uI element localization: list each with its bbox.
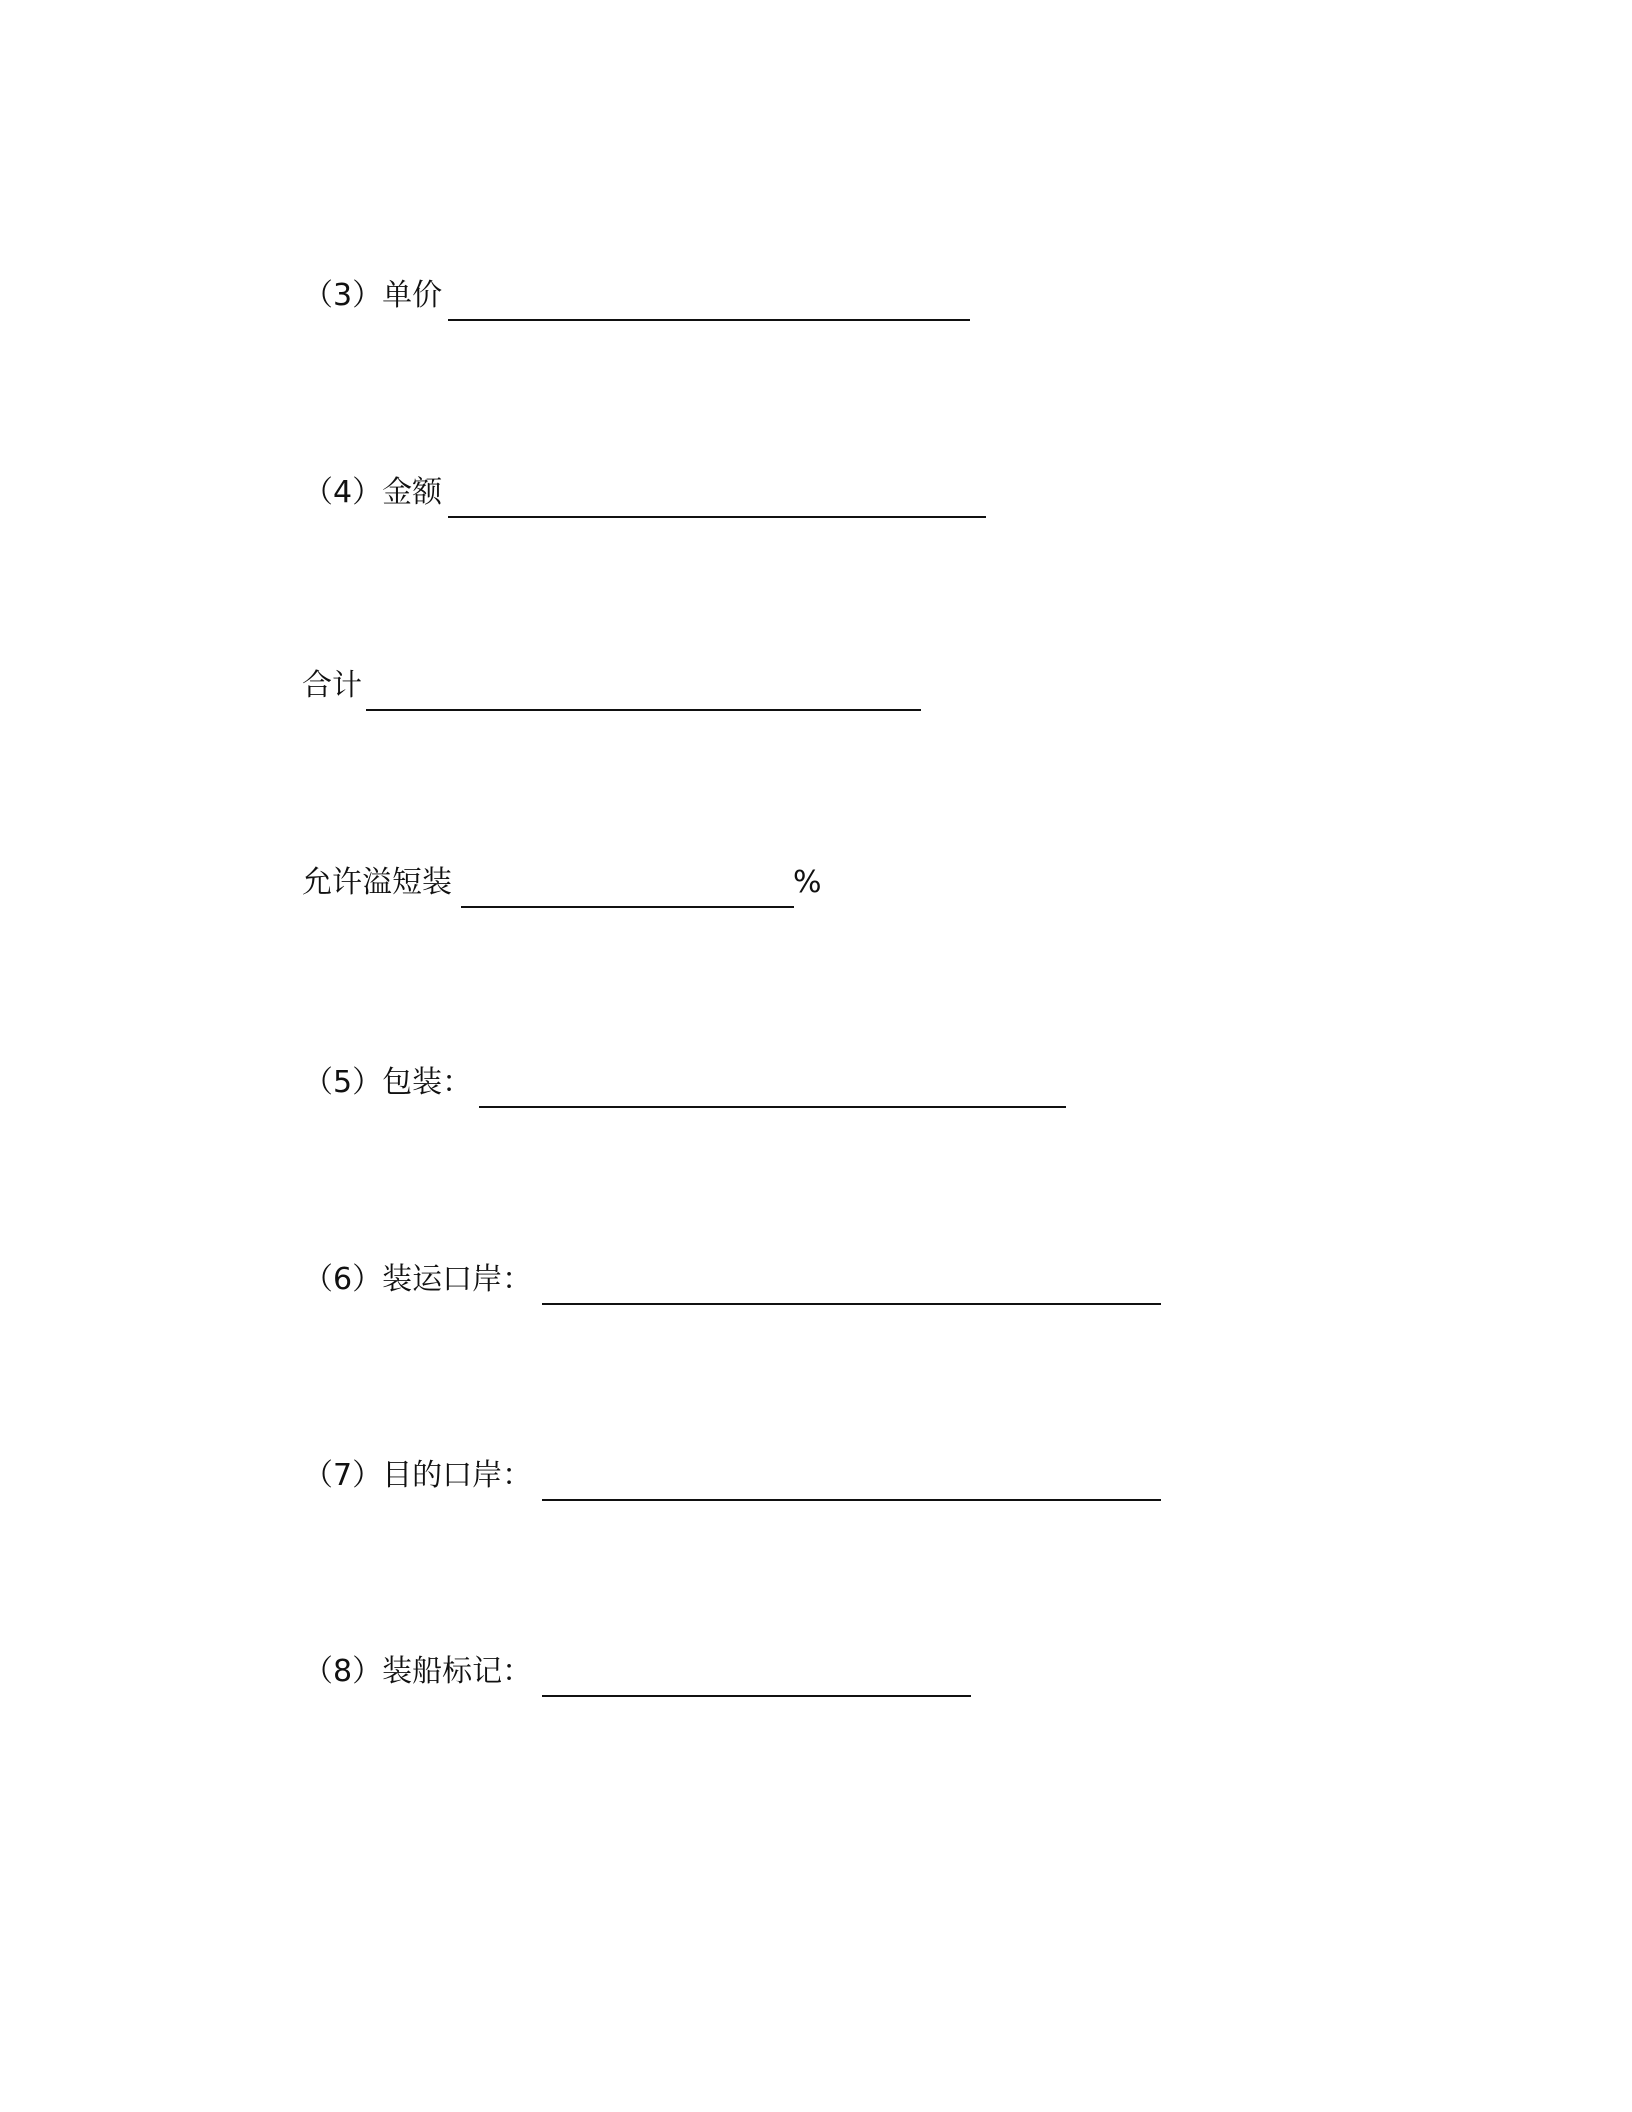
unit-price-blank[interactable] (448, 319, 970, 321)
shipping-marks-blank[interactable] (542, 1695, 971, 1697)
port-of-shipment-label: （6）装运口岸： (303, 1262, 533, 1297)
overshort-tolerance-blank[interactable] (461, 906, 794, 908)
packing-label: （5）包装： (303, 1065, 473, 1100)
total-label: 合计 (302, 668, 362, 703)
amount-blank[interactable] (448, 516, 986, 518)
port-of-destination-label: （7）目的口岸： (303, 1458, 533, 1493)
unit-price-label: （3）单价 (303, 278, 443, 313)
port-of-shipment-blank[interactable] (542, 1303, 1161, 1305)
packing-blank[interactable] (479, 1106, 1066, 1108)
overshort-tolerance-label: 允许溢短装 (302, 865, 452, 900)
total-blank[interactable] (366, 709, 921, 711)
amount-label: （4）金额 (303, 475, 443, 510)
shipping-marks-label: （8）装船标记： (303, 1654, 533, 1689)
percent-sign: % (793, 865, 822, 900)
port-of-destination-blank[interactable] (542, 1499, 1161, 1501)
